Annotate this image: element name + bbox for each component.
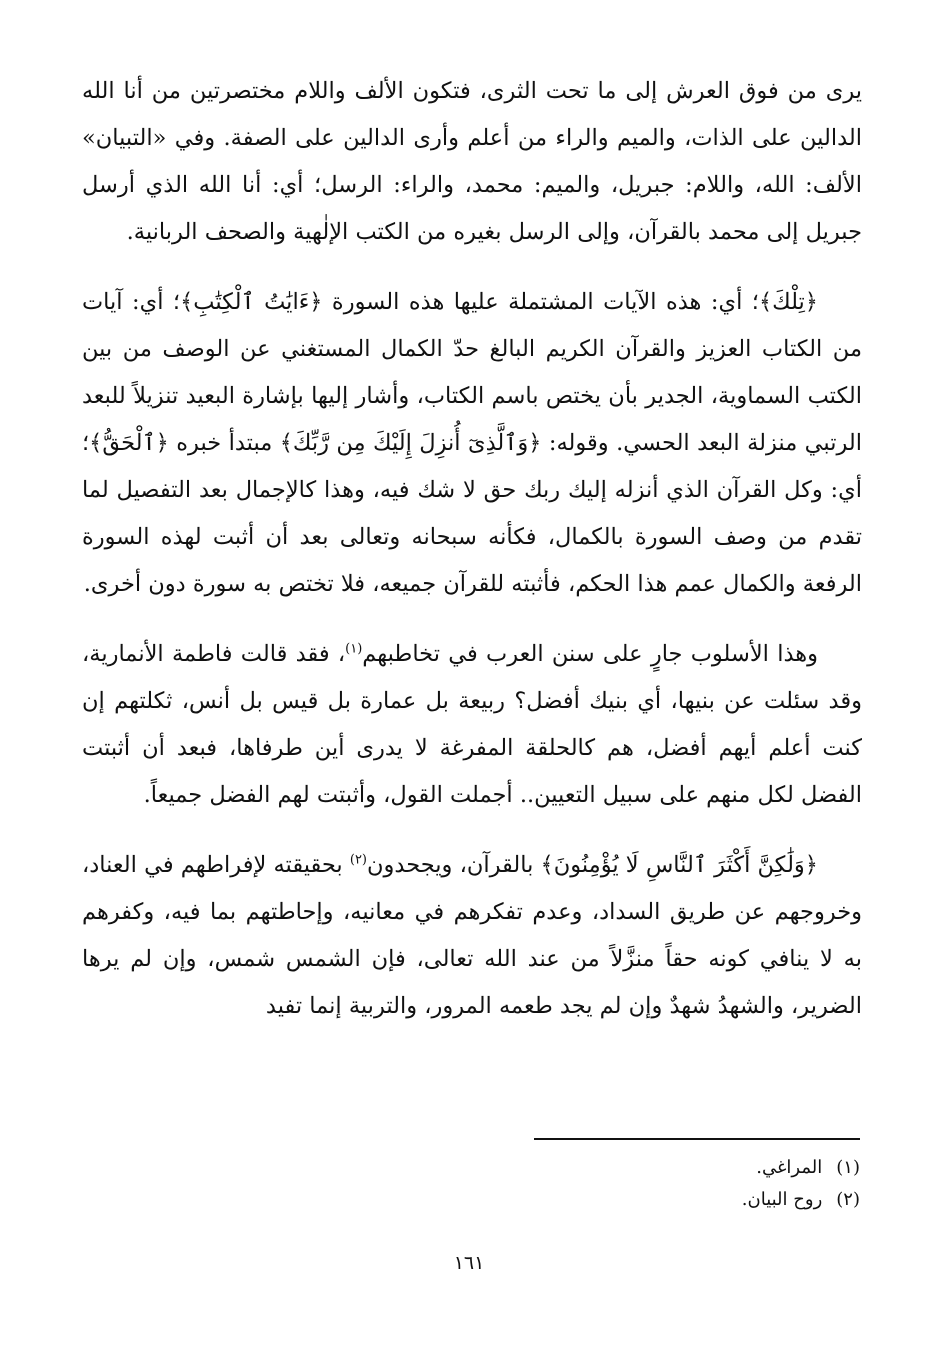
page-body bbox=[82, 68, 862, 1053]
footnote-2 bbox=[460, 1184, 860, 1216]
footnote-ref-2[interactable]: (٢) bbox=[349, 852, 367, 868]
footnote-1 bbox=[460, 1152, 860, 1184]
paragraph-4-text-before: ﴿وَلَٰكِنَّ أَكْثَرَ ٱلنَّاسِ لَا يُؤْمِنُونَ﴾ بالقرآن، ويجحدون bbox=[367, 852, 818, 878]
footnote-1-number: (١) bbox=[836, 1157, 860, 1178]
paragraph-4 bbox=[82, 842, 862, 1030]
paragraph-4-text-after: بحقيقته لإفراطهم في العناد، وخروجهم عن طريق السداد، وعدم تفكرهم في معانيه، وإحاطتهم بما فيه، وكفرهم به لا ينافي كونه حقاً منزَّلاً من عند الله تعالى، فإن الشمس شمس، وإن لم يرها الضرير، والشهدُ شهدٌ وإن لم يجد طعمه المرور، والتربية إنما تفيد bbox=[82, 852, 862, 1019]
footnote-divider bbox=[534, 1138, 860, 1140]
footnotes bbox=[460, 1152, 860, 1216]
paragraph-3-text-before: وهذا الأسلوب جارٍ على سنن العرب في تخاطبهم bbox=[362, 641, 818, 667]
paragraph-3 bbox=[82, 631, 862, 819]
paragraph-3-text-after: ، فقد قالت فاطمة الأنمارية، وقد سئلت عن بنيها، أي بنيك أفضل؟ ربيعة بل عمارة بل قيس بل أنس، ثكلتهم إن كنت أعلم أيهم أفضل، هم كالحلقة المفرغة لا يدرى أين طرفاها، فبعد أن أثبتت الفضل لكل منهم على سبيل التعيين.. أجملت القول، وأثبتت لهم الفضل جميعاً. bbox=[82, 641, 862, 808]
paragraph-1: يرى من فوق العرش إلى ما تحت الثرى، فتكون الألف واللام مختصرتين من أنا الله الدالين على الذات، والميم والراء من أعلم وأرى الدالين على الصفة. وفي «التبيان» الألف: الله، واللام: جبريل، والميم: محمد، والراء: الرسل؛ أي: أنا الله الذي أرسل جبريل إلى محمد بالقرآن، وإلى الرسل بغيره من الكتب الإلٰهية والصحف الربانية. bbox=[82, 78, 862, 245]
footnote-2-text: روح البيان. bbox=[741, 1189, 823, 1210]
paragraph-2: ﴿تِلْكَ﴾؛ أي: هذه الآيات المشتملة عليها هذه السورة ﴿ءَايَٰتُ ٱلْكِتَٰبِ﴾؛ أي: آيات من الكتاب العزيز والقرآن الكريم البالغ حدّ الكمال المستغني عن الوصف من بين الكتب السماوية، الجدير بأن يختص باسم الكتاب، وأشار إليها بإشارة البعيد تنزيلاً للبعد الرتبي منزلة البعد الحسي. وقوله: ﴿وَٱلَّذِىٓ أُنزِلَ إِلَيْكَ مِن رَّبِّكَ﴾ مبتدأ خبره ﴿ٱلْحَقُّ﴾؛ أي: وكل القرآن الذي أنزله إليك ربك حق لا شك فيه، وهذا كالإجمال بعد التفصيل لما تقدم من وصف السورة بالكمال، فكأنه سبحانه وتعالى بعد أن أثبت لهذه السورة الرفعة والكمال عمم هذا الحكم، فأثبته للقرآن جميعه، فلا تختص به سورة دون أخرى. bbox=[82, 289, 862, 597]
page-number: ١٦١ bbox=[453, 1252, 485, 1274]
footnote-ref-1[interactable]: (١) bbox=[345, 641, 363, 657]
footnote-1-text: المراغي. bbox=[756, 1157, 823, 1178]
footnote-2-number: (٢) bbox=[836, 1189, 860, 1210]
